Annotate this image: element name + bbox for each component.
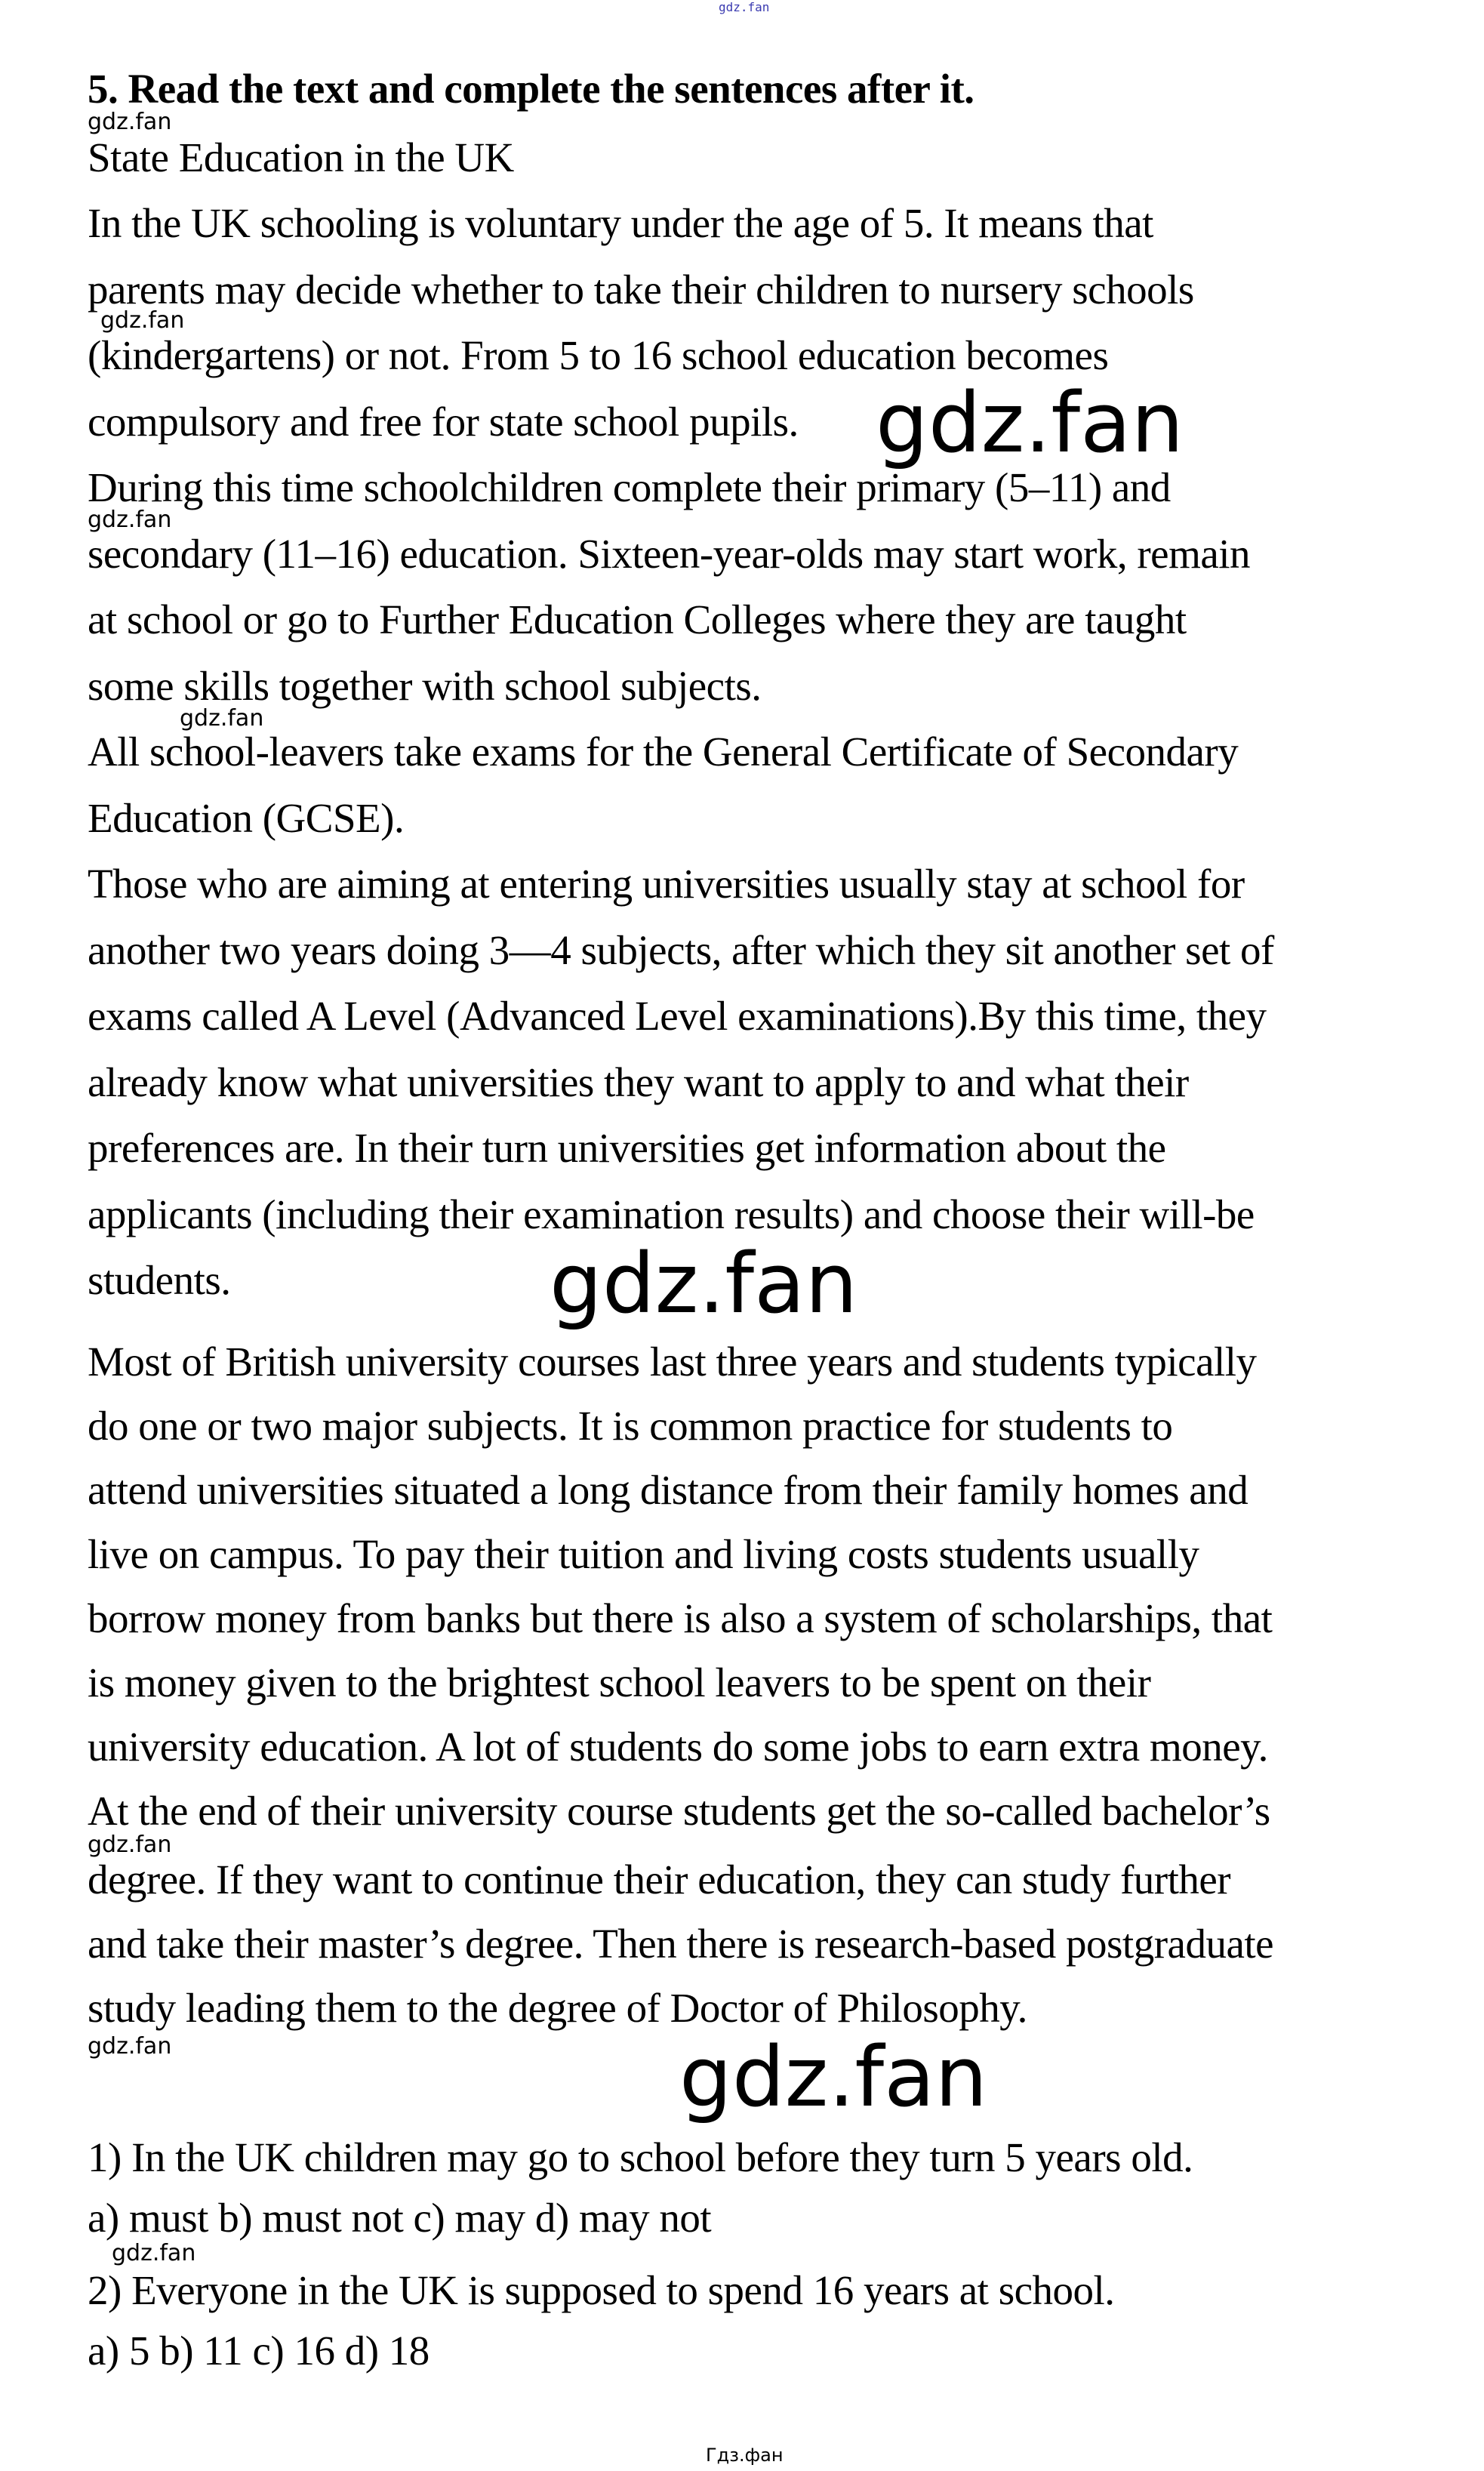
watermark-big: gdz.fan	[679, 2029, 988, 2125]
text-line: Education (GCSE).	[88, 795, 405, 841]
watermark-small: gdz.fan	[88, 109, 172, 135]
watermark-small: gdz.fan	[100, 307, 185, 334]
text-title: State Education in the UK	[88, 134, 514, 180]
question-sentence: 1) In the UK children may go to school before they turn 5 years old.	[88, 2134, 1193, 2180]
text-line: compulsory and free for state school pupils.	[88, 399, 799, 445]
text-line: students.	[88, 1257, 231, 1303]
watermark-big: gdz.fan	[876, 374, 1184, 471]
text-line: degree. If they want to continue their education, they can study further	[88, 1856, 1231, 1903]
text-line: another two years doing 3—4 subjects, after which they sit another set of	[88, 927, 1274, 973]
text-line: secondary (11–16) education. Sixteen-year-olds may start work, remain	[88, 531, 1251, 577]
exercise-heading: 5. Read the text and complete the sentences after it.	[88, 66, 974, 112]
watermark-small: gdz.fan	[88, 1832, 172, 1858]
text-line: university education. A lot of students do some jobs to earn extra money.	[88, 1724, 1268, 1770]
text-line: exams called A Level (Advanced Level examinations).By this time, they	[88, 993, 1267, 1039]
text-line: some skills together with school subjects.	[88, 663, 762, 709]
text-line: preferences are. In their turn universities get information about the	[88, 1125, 1166, 1171]
text-line: already know what universities they want to apply to and what their	[88, 1059, 1189, 1105]
text-line: attend universities situated a long distance from their family homes and	[88, 1467, 1248, 1513]
watermark-small: gdz.fan	[88, 2033, 172, 2060]
question-options: a) 5 b) 11 c) 16 d) 18	[88, 2328, 429, 2374]
watermark-small: gdz.fan	[112, 2240, 196, 2266]
watermark-small: gdz.fan	[180, 705, 264, 732]
text-line: parents may decide whether to take their children to nursery schools	[88, 267, 1194, 313]
text-line: During this time schoolchildren complete their primary (5–11) and	[88, 464, 1171, 510]
text-line: and take their master’s degree. Then there is research-based postgraduate	[88, 1921, 1274, 1967]
text-line: applicants (including their examination results) and choose their will-be	[88, 1191, 1255, 1237]
text-line: In the UK schooling is voluntary under the age of 5. It means that	[88, 200, 1153, 246]
watermark-top: gdz.fan	[719, 0, 770, 14]
text-line: Those who are aiming at entering universities usually stay at school for	[88, 861, 1245, 907]
text-line: All school-leavers take exams for the General Certificate of Secondary	[88, 729, 1239, 775]
question-sentence: 2) Everyone in the UK is supposed to spend 16 years at school.	[88, 2267, 1115, 2313]
text-line: is money given to the brightest school leavers to be spent on their	[88, 1659, 1151, 1705]
text-line: Most of British university courses last three years and students typically	[88, 1339, 1257, 1385]
text-line: (kindergartens) or not. From 5 to 16 school education becomes	[88, 332, 1109, 378]
text-line: At the end of their university course students get the so-called bachelor’s	[88, 1788, 1270, 1834]
text-line: do one or two major subjects. It is common practice for students to	[88, 1403, 1173, 1449]
text-line: study leading them to the degree of Doctor of Philosophy.	[88, 1985, 1027, 2031]
watermark-big: gdz.fan	[550, 1235, 858, 1332]
question-options: a) must b) must not c) may d) may not	[88, 2195, 712, 2241]
text-line: borrow money from banks but there is also a system of scholarships, that	[88, 1595, 1273, 1641]
watermark-small: gdz.fan	[88, 507, 172, 533]
watermark-footer: Гдз.фан	[706, 2445, 784, 2466]
text-line: at school or go to Further Education Colleges where they are taught	[88, 596, 1187, 642]
text-line: live on campus. To pay their tuition and living costs students usually	[88, 1531, 1199, 1577]
